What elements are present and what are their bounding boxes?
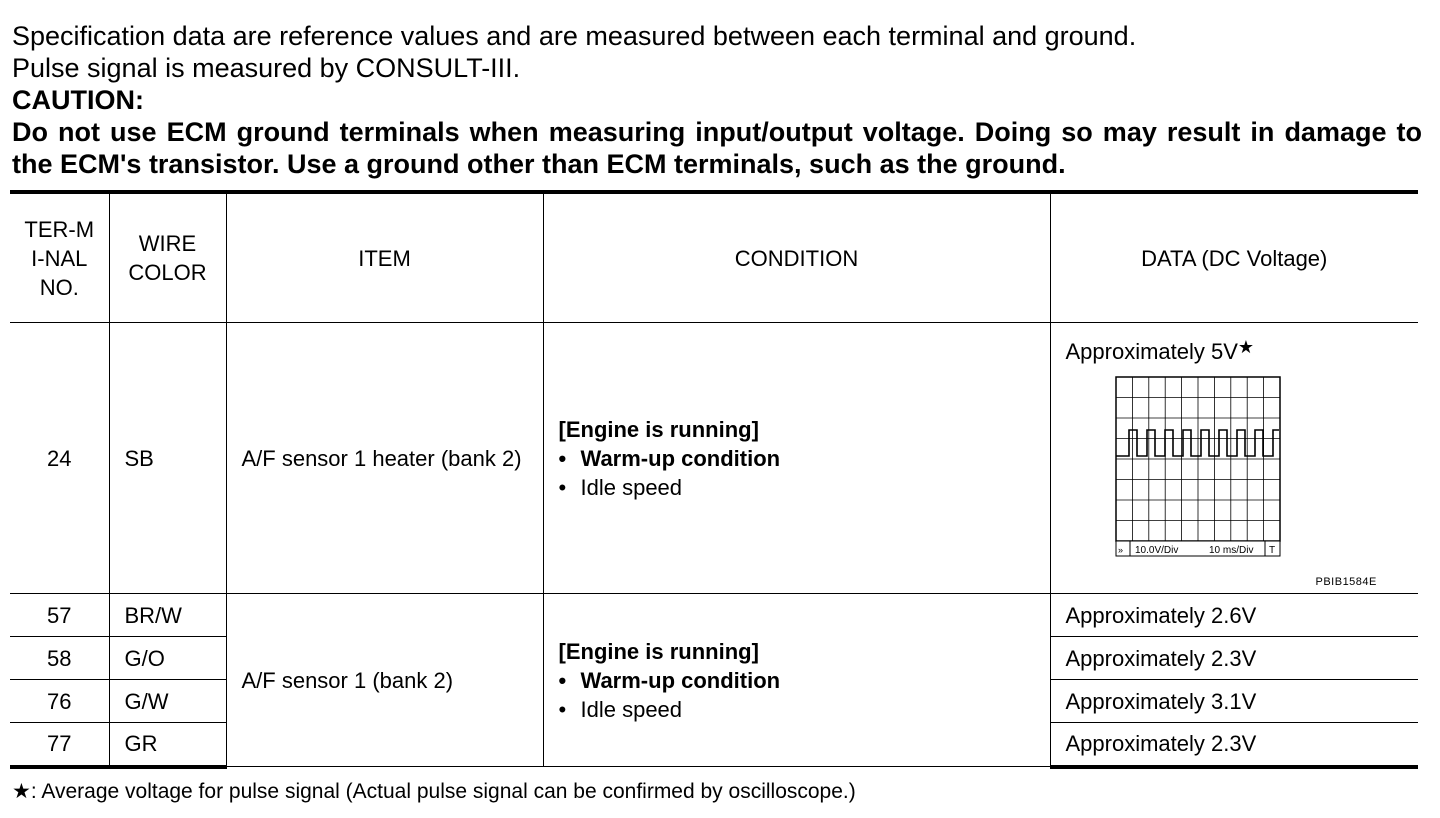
- footnote-text: : Average voltage for pulse signal (Actual pulse signal can be confirmed by oscilloscope.): [30, 780, 856, 803]
- table-row: [10, 594, 1418, 637]
- figure-code: PBIB1584E: [1315, 576, 1377, 588]
- header-condition: CONDITION: [543, 192, 1050, 323]
- terminal-no: 76: [10, 680, 109, 723]
- wire-color: BR/W: [109, 594, 226, 637]
- header-data: DATA (DC Voltage): [1050, 192, 1418, 323]
- condition-bullet: • Warm-up condition: [558, 667, 781, 693]
- wire-color: GR: [109, 723, 226, 767]
- condition-title: [Engine is running]: [558, 416, 759, 442]
- scope-time-div: 10 ms/Div: [1208, 545, 1253, 556]
- header-wire-color: WIRE COLOR: [109, 192, 226, 323]
- spec-note: Specification data are reference values and are measured between each terminal and ground.: [12, 21, 1137, 51]
- oscilloscope-waveform: [1115, 376, 1285, 558]
- condition: [543, 594, 1050, 767]
- wire-color: G/W: [109, 680, 226, 723]
- condition-bullet: • Warm-up condition: [558, 445, 781, 471]
- terminal-no: 58: [10, 637, 109, 680]
- pulse-note: Pulse signal is measured by CONSULT-III.: [12, 53, 521, 83]
- ecm-terminal-table: [10, 190, 1418, 769]
- terminal-no: 24: [10, 323, 109, 594]
- data-value: Approximately 2.3V: [1050, 637, 1418, 680]
- table-header-row: [10, 192, 1418, 323]
- wire-color: G/O: [109, 637, 226, 680]
- footnote: [12, 779, 856, 804]
- data-cell: [1050, 323, 1418, 594]
- intro-text: [12, 20, 1422, 180]
- star-icon: ★: [1237, 337, 1255, 357]
- condition-bullet: • Idle speed: [558, 696, 683, 722]
- condition-title: [Engine is running]: [558, 638, 759, 664]
- caution-label: CAUTION:: [12, 85, 144, 115]
- data-value: Approximately 2.6V: [1050, 594, 1418, 637]
- item: A/F sensor 1 (bank 2): [226, 594, 543, 767]
- data-value: Approximately 3.1V: [1050, 680, 1418, 723]
- data-value: Approximately 5V★: [1065, 337, 1255, 364]
- scope-trigger: T: [1268, 545, 1275, 556]
- star-icon: ★: [12, 780, 31, 803]
- caution-text: Do not use ECM ground terminals when measuring input/output voltage. Doing so may result in damage to the ECM's transistor. Use a ground other than ECM terminals, such as the ground.: [12, 117, 1422, 179]
- item: A/F sensor 1 heater (bank 2): [226, 323, 543, 594]
- table-row: [10, 323, 1418, 594]
- terminal-no: 77: [10, 723, 109, 767]
- condition: [543, 323, 1050, 594]
- header-terminal-no: TER-MI-NAL NO.: [10, 192, 109, 323]
- scope-volt-div: 10.0V/Div: [1134, 545, 1178, 556]
- data-value: Approximately 2.3V: [1050, 723, 1418, 767]
- wire-color: SB: [109, 323, 226, 594]
- condition-bullet: • Idle speed: [558, 474, 683, 500]
- scope-ch-icon: »: [1117, 545, 1123, 555]
- header-item: ITEM: [226, 192, 543, 323]
- terminal-no: 57: [10, 594, 109, 637]
